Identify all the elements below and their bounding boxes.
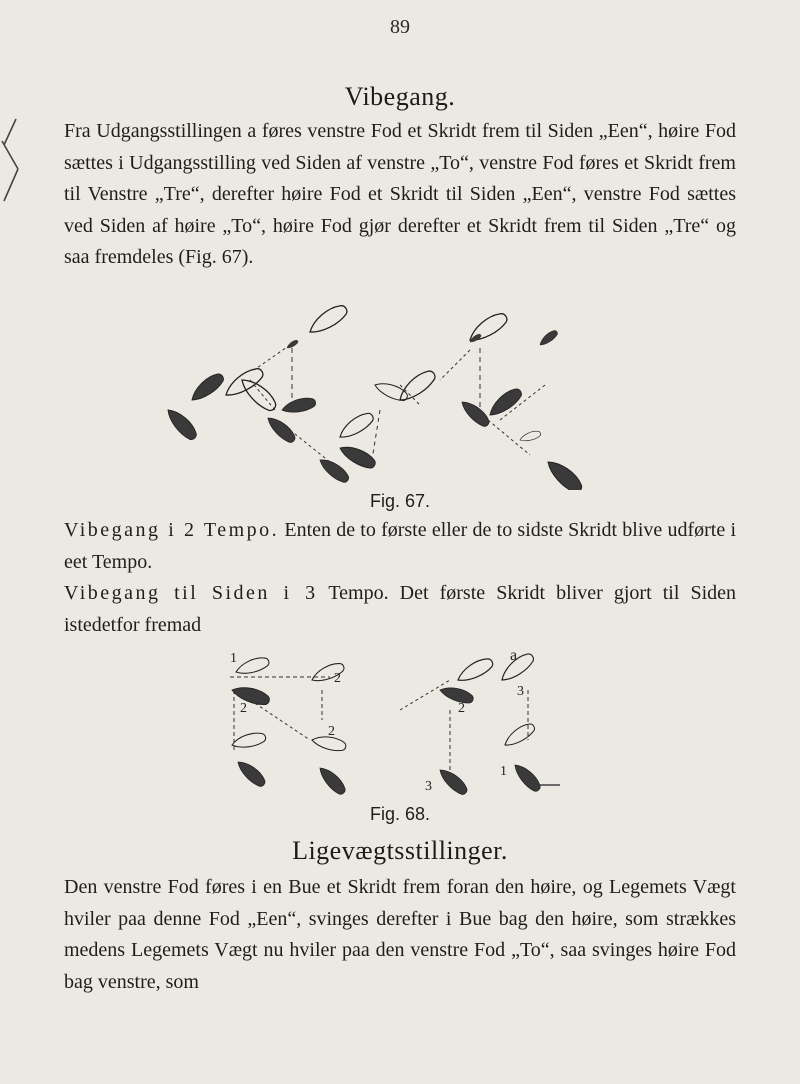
text-vibegang-siden: Tempo. Det første Skridt bliver gjort til Siden istedetfor fremad bbox=[64, 582, 737, 636]
section-heading-vibegang: Vibegang. bbox=[344, 82, 456, 111]
fig68-label-2b: 2 bbox=[334, 671, 341, 686]
figure-68-caption: Fig. 68. bbox=[369, 804, 431, 824]
fig68-right-group bbox=[400, 647, 560, 797]
fig68-label-2d: 2 bbox=[458, 701, 465, 716]
term-vibegang-2-tempo: Vibegang i 2 Tempo. bbox=[64, 519, 280, 541]
term-vibegang-siden: Vibegang til Siden i 3 bbox=[64, 582, 318, 604]
paragraph-ligevaegtsstillinger: Den venstre Fod føres i en Bue et Skridt frem foran den høire, og Legemets Vægt hviler paa denne Fod „Een“, svinges derefter i Bue bag den høire, som strækkes medens Legemets Vægt nu hviler paa den venstre Fod „To“, saa svinges høire Fod bag venstre, som bbox=[64, 876, 736, 993]
fig67-left-group bbox=[163, 301, 376, 485]
figure-68-footprint-diagram bbox=[0, 640, 800, 800]
fig68-label-1b: 1 bbox=[500, 764, 507, 779]
fig67-middle-group bbox=[337, 367, 438, 471]
margin-pencil-mark bbox=[0, 115, 22, 205]
fig67-right-group bbox=[440, 309, 586, 490]
fig68-label-3a: 3 bbox=[517, 684, 524, 699]
figure-67-footprint-diagram bbox=[0, 300, 800, 490]
fig68-label-a: a bbox=[510, 647, 518, 664]
text-vibegang-2-tempo: Enten de to første eller de to sidste Skridt blive udførte i eet Tempo. bbox=[64, 519, 736, 573]
figure-67-caption: Fig. 67. bbox=[369, 491, 431, 511]
fig68-label-1a: 1 bbox=[230, 651, 237, 666]
page-number: 89 bbox=[390, 16, 410, 38]
fig68-label-3b: 3 bbox=[425, 779, 432, 794]
fig68-label-2a: 2 bbox=[240, 701, 247, 716]
fig68-left-group bbox=[230, 651, 349, 797]
fig68-label-2c: 2 bbox=[328, 724, 335, 739]
paragraph-vibegang: Fra Udgangsstillingen a føres venstre Fod et Skridt frem til Siden „Een“, høire Fod sættes i Udgangsstilling ved Siden af venstre „To“, venstre Fod føres et Skridt frem til Venstre „Tre“, derefter høire Fod et Skridt til Siden „Een“, venstre Fod sættes ved Siden af høire „To“, høire Fod gjør derefter et Skridt frem til Siden „Tre“ og saa fremdeles (Fig. 67). bbox=[64, 120, 736, 268]
section-heading-ligevaegtsstillinger: Ligevægtsstillinger. bbox=[292, 836, 508, 865]
paragraph-vibegang-siden bbox=[64, 578, 736, 641]
paragraph-vibegang-2-tempo bbox=[64, 515, 736, 578]
